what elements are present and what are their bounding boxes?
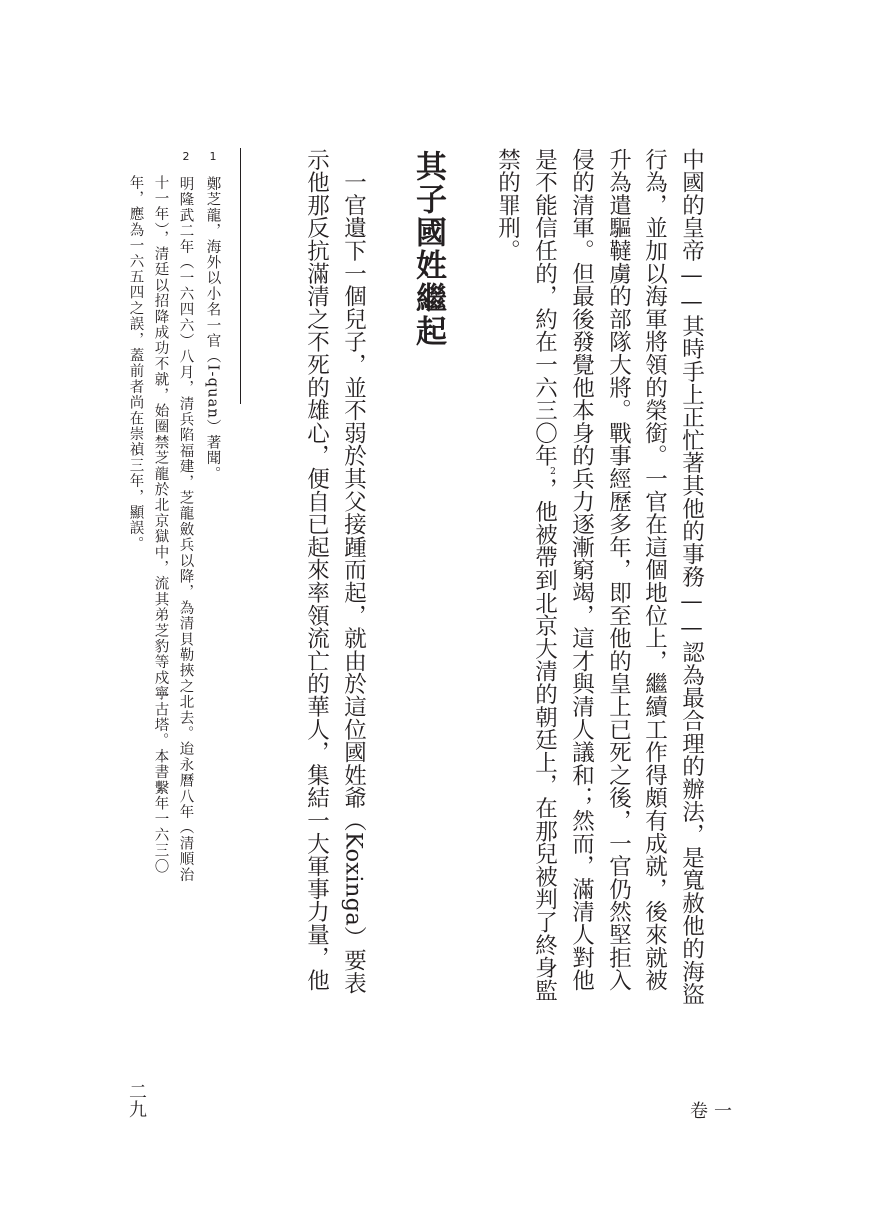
- section-heading: 其子國姓繼起: [410, 150, 446, 348]
- footnote-2-line-3: 年，應為一六五四之誤，蓋前者尚在崇禎三年，顯誤。: [127, 175, 144, 552]
- footnote-1-text-a: 鄭芝龍，海外以小名一官（: [204, 176, 221, 365]
- body-column-4: [570, 148, 593, 992]
- footnote-1: [205, 150, 220, 482]
- section2-column-1-text-a: 一官遺下一個兒子，並不弱於其父接踵而起，就由於這位國姓爺（: [340, 148, 367, 832]
- section2-column-1-text-b: ）要表: [340, 926, 367, 995]
- koxinga-latin: Koxinga: [340, 832, 367, 927]
- footnote-2-line-1: [178, 150, 193, 883]
- body-column-2: 行為，並加以海軍將領的榮銜。一官在這個地位上，繼續工作得頗有成就，後來就被: [641, 148, 668, 992]
- page-number: 二九: [126, 1082, 147, 1118]
- body-column-1: 中國的皇帝——其時手上正忙著其他的事務——認為最合理的辦法，是寬赦他的海盜: [678, 148, 705, 1006]
- volume-label: 卷一: [690, 1101, 738, 1122]
- body-column-3: 升為遣驅韃虜的部隊大將。戰事經歷多年，即至他的皇上已死之後，一官仍然堅拒入: [605, 148, 632, 992]
- body-column-6: 禁的罪刑。: [494, 148, 521, 262]
- section2-column-1: [342, 148, 365, 994]
- body-column-5-text-a: 是不能信任的，約在一六三〇年: [531, 148, 558, 468]
- footnote-2-number: 2: [179, 150, 193, 165]
- footnote-1-latin: I-quan: [204, 364, 221, 420]
- body-column-5-text-b: ，他被帶到北京大清的朝廷上，在那兒被判了終身監: [531, 477, 558, 1002]
- body-column-4-text: 侵的清軍。但最後發覺他本身的兵力逐漸窮竭，這才與清人議和；然而，滿清人對他: [568, 148, 595, 992]
- footnote-1-text-b: ）著聞。: [204, 419, 221, 482]
- footnote-2-text-1: 明隆武二年（一六四六）八月，清兵陷福建，芝龍斂兵以降，為清貝勒挾之北去。迨永曆八年（清順治: [177, 176, 194, 883]
- footnote-rule: [240, 148, 241, 404]
- body-column-5: [533, 148, 557, 1002]
- section2-column-2: 示他那反抗滿清之不死的雄心，便自已起來率領流亡的華人，集結一大軍事力量，他: [303, 148, 330, 992]
- footnote-ref-2: 2: [548, 467, 558, 478]
- footnote-2-line-2: 十一年），清廷以招降成功不就，始圈禁芝龍於北京獄中，流其弟芝豹等戍寧古塔。本書繫年一六三〇: [152, 175, 169, 875]
- footnote-1-number: 1: [206, 150, 220, 165]
